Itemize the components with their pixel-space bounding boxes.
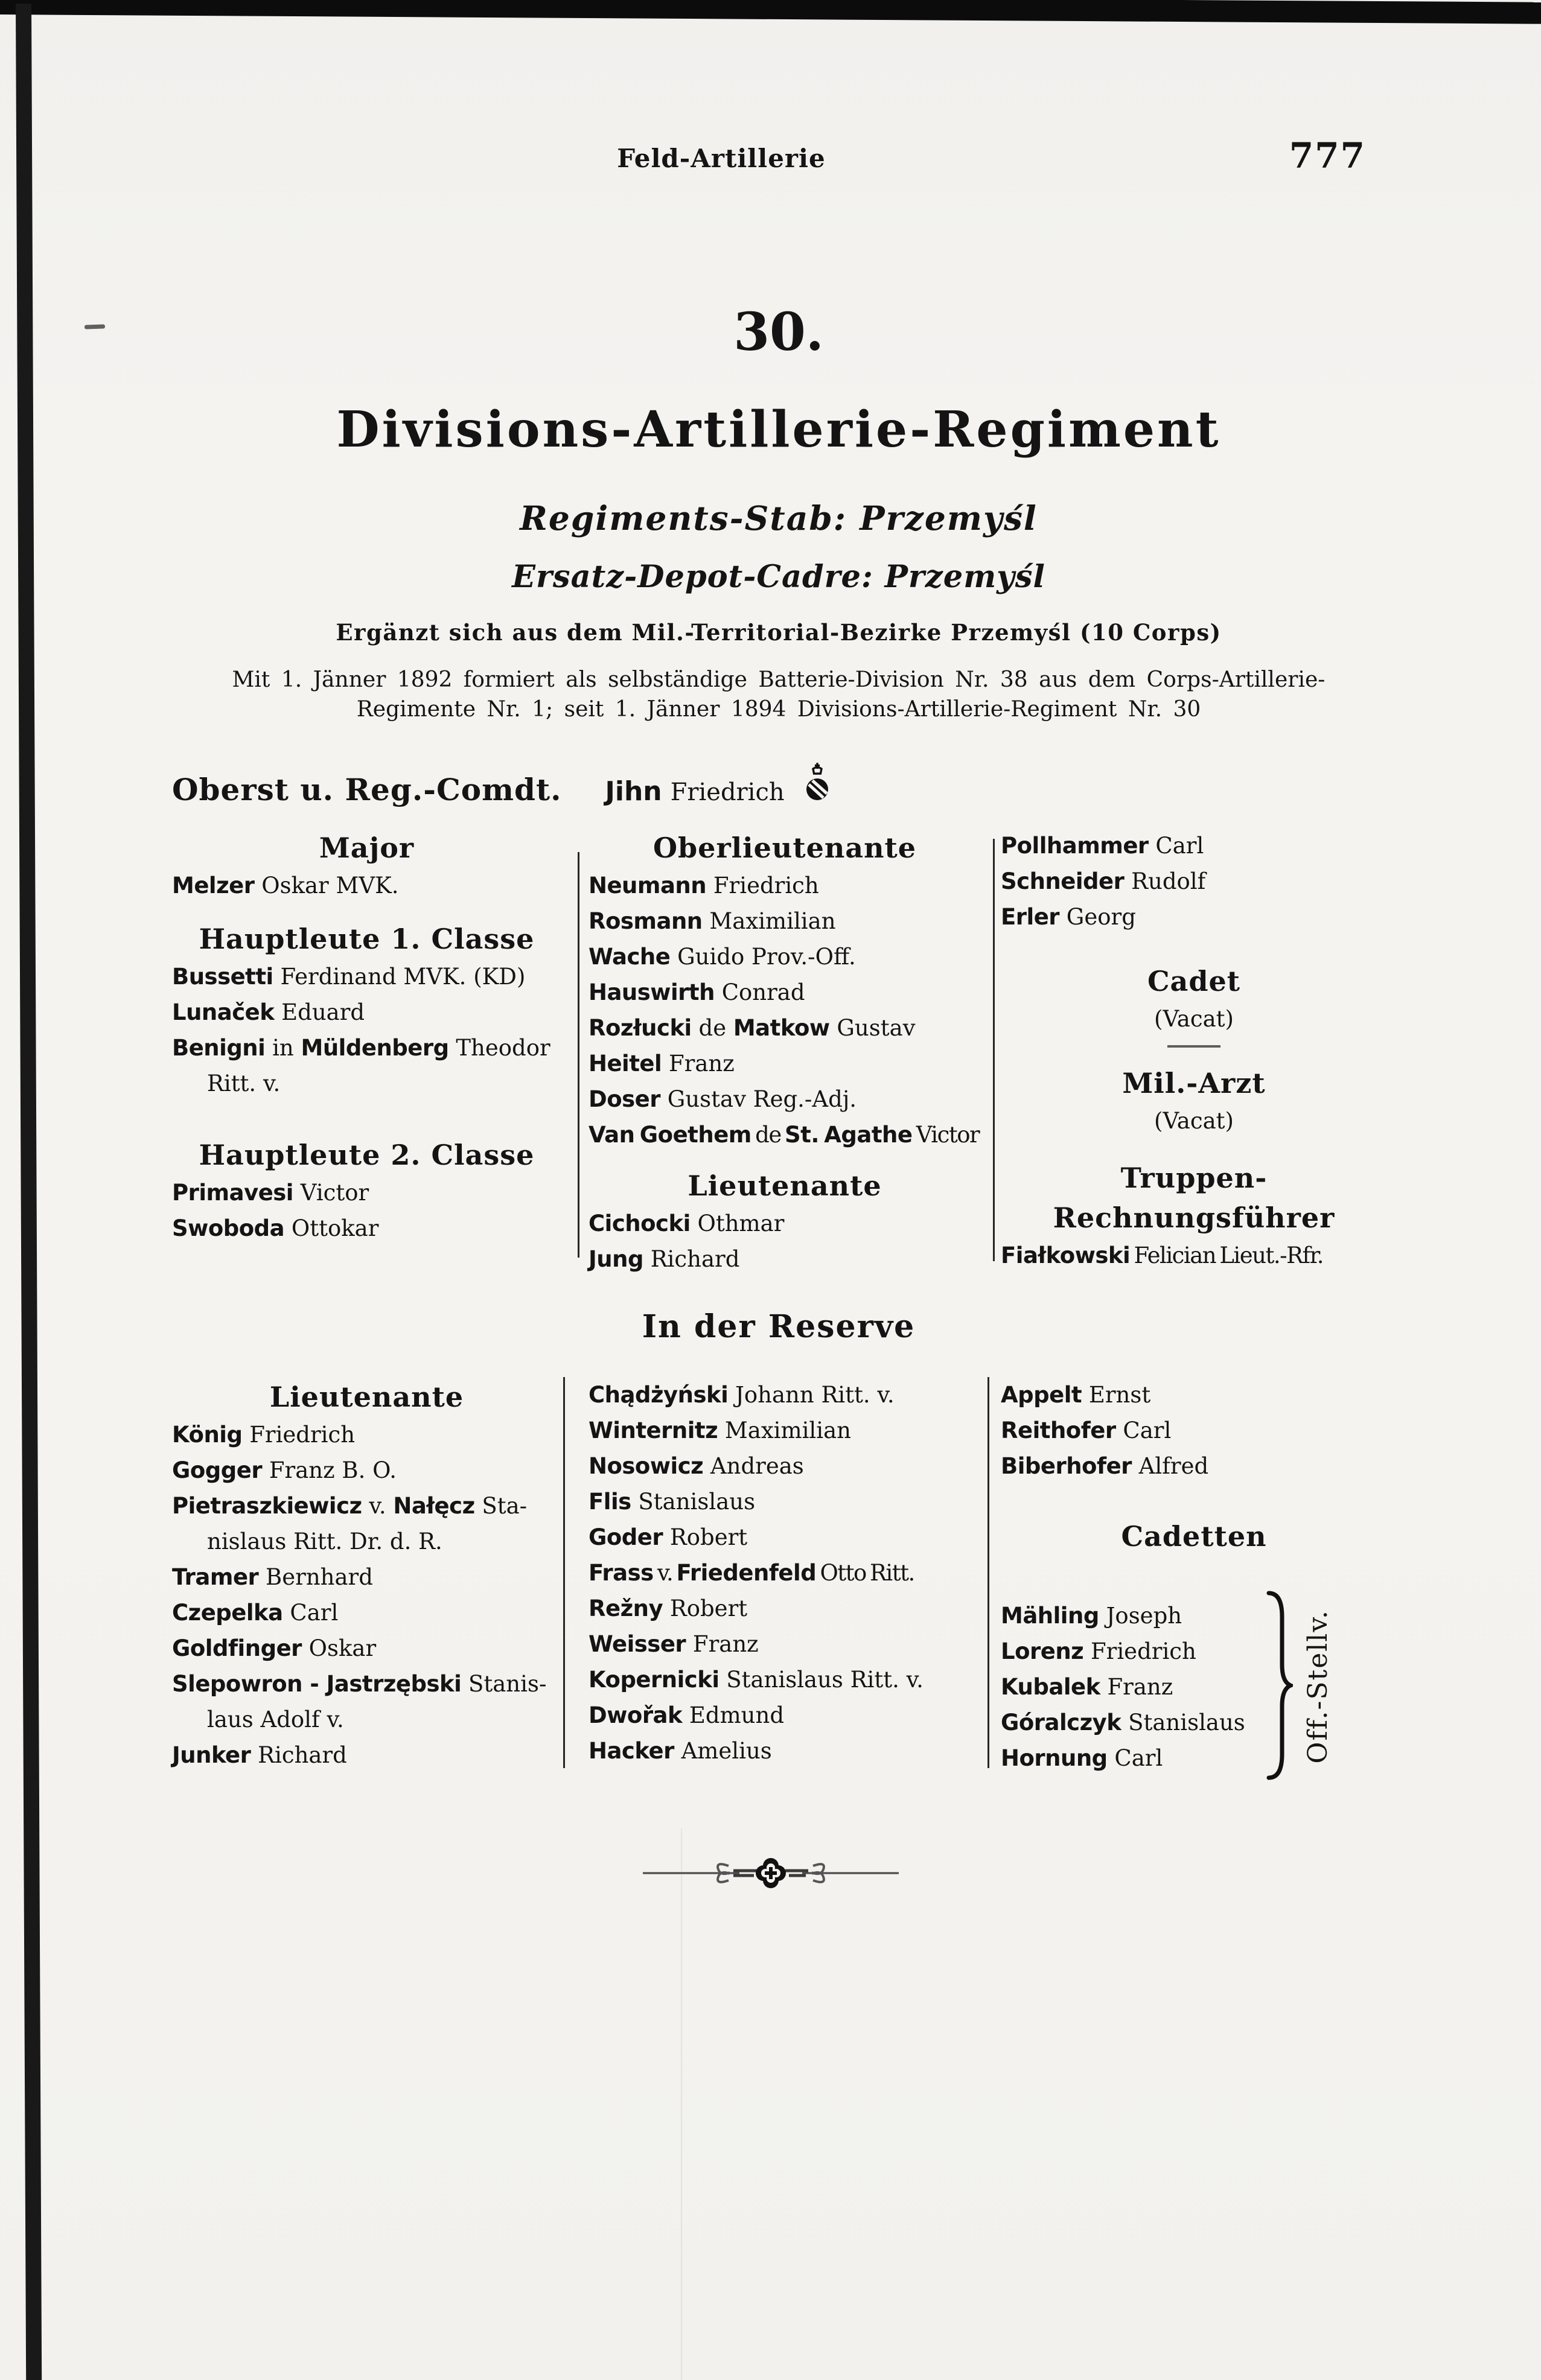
surname: Hauswirth bbox=[589, 979, 715, 1005]
officer-entry bbox=[589, 1591, 981, 1626]
officer-entry bbox=[589, 1519, 981, 1555]
surname: Nosowicz bbox=[589, 1453, 704, 1479]
officer-entry bbox=[172, 868, 561, 903]
surname: Rozłucki bbox=[589, 1015, 692, 1041]
officer-entry bbox=[172, 1211, 561, 1246]
scan-dash-artifact bbox=[85, 324, 105, 329]
given-name: de bbox=[751, 1122, 785, 1148]
given-name: Bernhard bbox=[258, 1564, 373, 1590]
surname: Tramer bbox=[172, 1564, 259, 1590]
officer-entry bbox=[172, 1737, 561, 1773]
given-name: Felician Lieut.-Rfr. bbox=[1130, 1242, 1324, 1268]
given-name: Johann Ritt. v. bbox=[728, 1382, 895, 1408]
officer-entry bbox=[589, 939, 981, 975]
officer-entry bbox=[172, 1631, 561, 1666]
commander-row bbox=[172, 756, 829, 807]
given-name: Ritt. v. bbox=[207, 1071, 281, 1096]
reserve-column-cadetten bbox=[1001, 1377, 1387, 1783]
officer-entry bbox=[589, 975, 981, 1010]
surname: Van Goethem bbox=[589, 1122, 751, 1148]
surname: Flis bbox=[589, 1489, 631, 1515]
surname: Hacker bbox=[589, 1738, 674, 1764]
history-line-1: Mit 1. Jänner 1892 formiert als selbständige Batterie-Division Nr. 38 aus dem Corps-Artillerie- bbox=[232, 667, 1326, 692]
officer-entry bbox=[589, 1484, 981, 1519]
given-name: Carl bbox=[1148, 833, 1204, 859]
officer-entry bbox=[589, 1733, 981, 1769]
officer-entry bbox=[1001, 1377, 1387, 1413]
given-name: Andreas bbox=[703, 1453, 804, 1479]
surname: Lunaček bbox=[172, 999, 275, 1025]
officer-entry bbox=[589, 1241, 981, 1277]
commander-rank-label: Oberst u. Reg.-Comdt. bbox=[172, 772, 562, 807]
given-name: Oskar bbox=[301, 1635, 377, 1661]
officer-entry bbox=[589, 868, 981, 903]
given-name: Oskar MVK. bbox=[254, 873, 399, 899]
surname: Mähling bbox=[1001, 1602, 1099, 1629]
given-name: Othmar bbox=[690, 1211, 785, 1236]
officer-entry bbox=[1001, 1669, 1260, 1705]
officer-entry bbox=[589, 1626, 981, 1662]
officer-entry bbox=[1001, 864, 1387, 899]
officer-entry bbox=[172, 1030, 561, 1101]
surname: Schneider bbox=[1001, 868, 1125, 894]
surname: Cichocki bbox=[589, 1211, 691, 1236]
ersatz-depot-line: Ersatz-Depot-Cadre: Przemyśl bbox=[512, 559, 1045, 595]
officer-entry bbox=[589, 1046, 981, 1081]
surname: Biberhofer bbox=[1001, 1453, 1132, 1479]
given-name: Joseph bbox=[1099, 1602, 1182, 1629]
officer-column-oberlieutenante bbox=[589, 828, 981, 1277]
officer-entry bbox=[1001, 1705, 1260, 1740]
given-name: Franz B. O. bbox=[262, 1457, 397, 1483]
surname: Kopernicki bbox=[589, 1667, 719, 1693]
given-name: Franz bbox=[1100, 1673, 1173, 1700]
given-name: Ferdinand MVK. (KD) bbox=[273, 964, 526, 990]
vacat-note: (Vacat) bbox=[1154, 1006, 1234, 1032]
rank-heading: Truppen-Rechnungsführer bbox=[1053, 1162, 1335, 1234]
running-title: Feld-Artillerie bbox=[617, 144, 826, 173]
officer-entry bbox=[589, 1662, 981, 1698]
surname: Reithofer bbox=[1001, 1418, 1116, 1443]
officer-column-major bbox=[172, 828, 561, 1246]
given-name: Ernst bbox=[1082, 1382, 1151, 1408]
reserve-column-lieutenante bbox=[172, 1377, 561, 1773]
surname: Müldenberg bbox=[301, 1035, 449, 1061]
surname: Góralczyk bbox=[1001, 1709, 1121, 1736]
given-name: Edmund bbox=[682, 1702, 785, 1728]
given-name: Franz bbox=[662, 1051, 735, 1077]
officer-entry bbox=[589, 1555, 981, 1591]
surname: St. Agathe bbox=[784, 1122, 913, 1148]
rank-heading: Lieutenante bbox=[688, 1169, 882, 1202]
surname: Lorenz bbox=[1001, 1638, 1084, 1664]
page-crease bbox=[681, 1828, 682, 2380]
rank-heading: Oberlieutenante bbox=[652, 832, 917, 864]
surname: Rosmann bbox=[589, 908, 703, 934]
officer-entry bbox=[172, 1666, 561, 1737]
surname: Bussetti bbox=[172, 964, 273, 990]
surname: Neumann bbox=[589, 873, 707, 899]
surname: Czepelka bbox=[172, 1600, 283, 1626]
surname: Nałęcz bbox=[393, 1493, 475, 1519]
commander-surname: Jihn bbox=[605, 776, 662, 807]
surname: Režny bbox=[589, 1596, 663, 1621]
history-line-2: Regimente Nr. 1; seit 1. Jänner 1894 Divisions-Artillerie-Regiment Nr. 30 bbox=[356, 697, 1201, 722]
given-name: Guido Prov.-Off. bbox=[670, 944, 856, 970]
given-name: Eduard bbox=[274, 999, 365, 1025]
surname: Kubalek bbox=[1001, 1673, 1100, 1700]
regiments-stab-line: Regiments-Stab: Przemyśl bbox=[520, 498, 1038, 538]
column-divider bbox=[987, 1377, 989, 1768]
surname: Weisser bbox=[589, 1631, 686, 1657]
column-divider bbox=[563, 1377, 565, 1768]
brace-name-list bbox=[1001, 1598, 1260, 1776]
history-paragraph bbox=[172, 665, 1385, 724]
given-name: Victor bbox=[912, 1122, 980, 1148]
officer-entry bbox=[589, 1448, 981, 1484]
scan-gutter-bar bbox=[16, 4, 42, 2380]
officer-entry bbox=[1001, 1448, 1387, 1484]
recruiting-district-line: Ergänzt sich aus dem Mil.-Territorial-Bezirke Przemyśl (10 Corps) bbox=[336, 619, 1222, 646]
officer-entry bbox=[172, 1452, 561, 1488]
page-number: 777 bbox=[1289, 135, 1366, 176]
officer-entry bbox=[1001, 899, 1387, 935]
rank-heading: Major bbox=[319, 832, 415, 864]
officer-entry bbox=[589, 903, 981, 939]
officer-entry bbox=[172, 1559, 561, 1595]
given-name: Gustav bbox=[829, 1015, 916, 1041]
given-name: Stanislaus bbox=[1121, 1709, 1245, 1736]
surname: Goder bbox=[589, 1524, 663, 1550]
given-name: v. bbox=[362, 1493, 394, 1519]
tailpiece-ornament-icon bbox=[638, 1851, 904, 1896]
given-name: Amelius bbox=[674, 1738, 772, 1764]
surname: Pollhammer bbox=[1001, 833, 1149, 859]
surname: Friedenfeld bbox=[676, 1560, 817, 1586]
brace-icon bbox=[1260, 1590, 1293, 1783]
page-title: Divisions-Artillerie-Regiment bbox=[336, 401, 1221, 459]
given-name: Carl bbox=[1107, 1745, 1163, 1771]
surname: Erler bbox=[1001, 904, 1060, 930]
rank-heading: Hauptleute 1. Classe bbox=[199, 923, 535, 955]
given-name: Georg bbox=[1059, 904, 1136, 930]
officer-entry bbox=[172, 1175, 561, 1211]
given-name: v. bbox=[653, 1560, 677, 1586]
officer-entry bbox=[172, 959, 561, 994]
rank-heading: Hauptleute 2. Classe bbox=[199, 1139, 535, 1171]
rank-heading: Lieutenante bbox=[269, 1381, 464, 1413]
commander-given-name: Friedrich bbox=[670, 778, 785, 806]
surname: Gogger bbox=[172, 1457, 263, 1483]
given-name: Franz bbox=[686, 1631, 759, 1657]
officer-entry bbox=[1001, 1740, 1260, 1776]
column-divider bbox=[993, 839, 995, 1261]
surname: Dwořak bbox=[589, 1702, 683, 1728]
officer-entry bbox=[172, 1595, 561, 1631]
given-name: laus Adolf v. bbox=[207, 1707, 344, 1732]
given-name: Victor bbox=[293, 1180, 369, 1206]
officer-entry bbox=[1001, 1598, 1260, 1634]
officer-entry bbox=[589, 1206, 981, 1241]
given-name: Stanis- bbox=[461, 1671, 547, 1697]
surname: Slepowron - Jastrzębski bbox=[172, 1671, 462, 1697]
decoration-icon bbox=[805, 762, 829, 809]
surname: Winternitz bbox=[589, 1418, 718, 1443]
cadet-brace-group bbox=[1001, 1590, 1387, 1783]
surname: König bbox=[172, 1422, 243, 1448]
given-name: Rudolf bbox=[1124, 868, 1206, 894]
officer-entry bbox=[589, 1698, 981, 1733]
given-name: de bbox=[691, 1015, 733, 1041]
rank-heading: Cadetten bbox=[1121, 1520, 1267, 1553]
officer-entry bbox=[1001, 828, 1387, 864]
surname: Jung bbox=[589, 1246, 643, 1272]
given-name: Stanislaus bbox=[631, 1489, 756, 1515]
reserve-section-title: In der Reserve bbox=[642, 1308, 916, 1345]
surname: Matkow bbox=[733, 1015, 830, 1041]
officer-entry bbox=[589, 1010, 981, 1046]
surname: Junker bbox=[172, 1742, 251, 1768]
given-name: Theodor bbox=[448, 1035, 550, 1061]
surname: Benigni bbox=[172, 1035, 266, 1061]
given-name: Stanislaus Ritt. v. bbox=[719, 1667, 924, 1693]
regiment-number: 30. bbox=[733, 302, 824, 363]
given-name: nislaus Ritt. Dr. d. R. bbox=[207, 1529, 442, 1554]
officer-entry bbox=[172, 1417, 561, 1452]
reserve-column-names bbox=[589, 1377, 981, 1769]
given-name: Robert bbox=[663, 1524, 748, 1550]
given-name: Ottokar bbox=[284, 1215, 379, 1241]
surname: Melzer bbox=[172, 873, 255, 899]
given-name: Conrad bbox=[714, 979, 805, 1005]
given-name: Carl bbox=[1115, 1418, 1172, 1443]
given-name: in bbox=[265, 1035, 301, 1061]
given-name: Carl bbox=[282, 1600, 339, 1626]
surname: Goldfinger bbox=[172, 1635, 302, 1661]
surname: Swoboda bbox=[172, 1215, 285, 1241]
officer-entry bbox=[1001, 1413, 1387, 1448]
officer-entry bbox=[589, 1117, 981, 1153]
given-name: Maximilian bbox=[702, 908, 836, 934]
given-name: Sta- bbox=[474, 1493, 528, 1519]
officer-entry bbox=[1001, 1634, 1260, 1669]
given-name: Alfred bbox=[1131, 1453, 1209, 1479]
given-name: Friedrich bbox=[242, 1422, 356, 1448]
surname: Heitel bbox=[589, 1051, 662, 1077]
given-name: Otto Ritt. bbox=[816, 1560, 914, 1586]
surname: Appelt bbox=[1001, 1382, 1082, 1408]
surname: Chądżyński bbox=[589, 1382, 729, 1408]
given-name: Richard bbox=[643, 1246, 740, 1272]
officer-entry bbox=[589, 1377, 981, 1413]
officer-entry bbox=[1001, 1238, 1387, 1273]
surname: Wache bbox=[589, 944, 671, 970]
given-name: Gustav Reg.-Adj. bbox=[660, 1086, 857, 1112]
off-stellv-label: Off.-Stellv. bbox=[1303, 1609, 1333, 1764]
surname: Fiałkowski bbox=[1001, 1242, 1131, 1268]
vacat-note: (Vacat) bbox=[1154, 1108, 1234, 1134]
rank-heading: Cadet bbox=[1147, 965, 1241, 998]
surname: Doser bbox=[589, 1086, 660, 1112]
column-divider bbox=[578, 852, 579, 1258]
given-name: Friedrich bbox=[1083, 1638, 1196, 1664]
officer-entry bbox=[589, 1081, 981, 1117]
officer-entry bbox=[589, 1413, 981, 1448]
surname: Pietraszkiewicz bbox=[172, 1493, 362, 1519]
surname: Primavesi bbox=[172, 1180, 293, 1206]
given-name: Friedrich bbox=[706, 873, 819, 899]
scan-edge-top bbox=[0, 0, 1541, 24]
given-name: Richard bbox=[250, 1742, 347, 1768]
officer-entry bbox=[172, 1488, 561, 1559]
given-name: Maximilian bbox=[718, 1418, 851, 1443]
officer-entry bbox=[172, 994, 561, 1030]
divider-rule bbox=[1167, 1045, 1220, 1048]
surname: Hornung bbox=[1001, 1745, 1108, 1771]
officer-column-misc bbox=[1001, 828, 1387, 1273]
rank-heading: Mil.-Arzt bbox=[1122, 1067, 1266, 1099]
given-name: Robert bbox=[663, 1596, 748, 1621]
surname: Frass bbox=[589, 1560, 654, 1586]
